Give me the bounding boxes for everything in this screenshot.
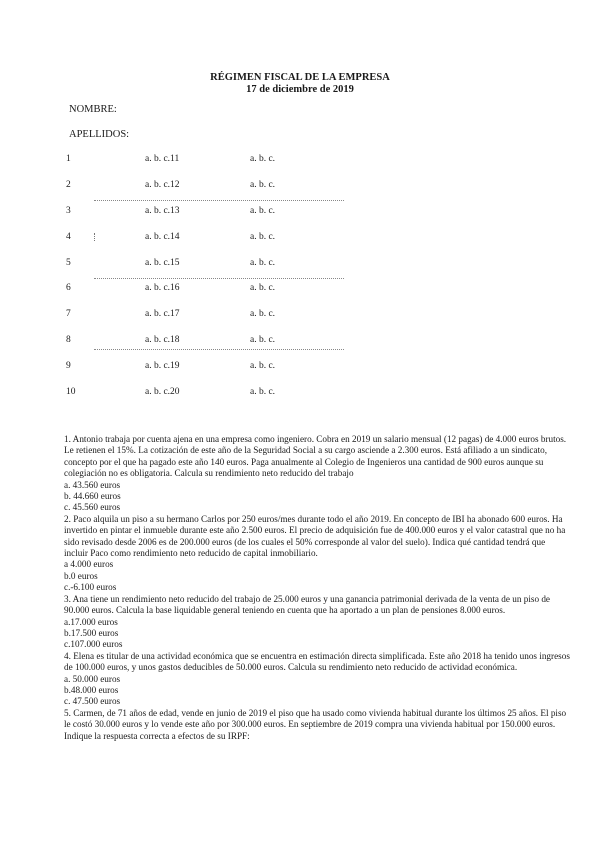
answer-options-right: a. b. c. — [250, 283, 276, 294]
answer-row-number: 9 — [66, 361, 71, 372]
dotted-separator — [94, 349, 344, 350]
answer-row — [64, 232, 564, 258]
answer-options-right: a. b. c. — [250, 387, 276, 398]
nombre-label: NOMBRE: — [69, 104, 117, 115]
answer-row — [64, 387, 564, 413]
question-text: 5. Carmen, de 71 años de edad, vende en junio de 2019 el piso que ha usado como vivienda habitual durante los últimos 25 años. El piso le costó 30.000 euros y lo vende este año por 300.000 euros. En septiembre de 2019 compra una vivienda habitual por 150.000 euros. Indique la respuesta correcta a efectos de su IRPF: — [64, 707, 567, 741]
answer-row — [64, 361, 564, 387]
answer-options-left: a. b. c.12 — [145, 179, 180, 190]
answer-row — [64, 154, 564, 180]
answer-options-right: a. b. c. — [250, 154, 276, 164]
answer-option: a 4.000 euros — [64, 559, 114, 570]
answer-row-number: 6 — [66, 283, 71, 294]
answer-options-left: a. b. c.15 — [145, 257, 180, 268]
answer-row — [64, 258, 564, 284]
dotted-separator — [94, 278, 344, 279]
answer-option: c.-6.100 euros — [64, 582, 117, 593]
answer-row-number: 3 — [66, 205, 71, 216]
answer-options-left: a. b. c.20 — [145, 387, 180, 398]
answer-options-right: a. b. c. — [250, 231, 276, 242]
answer-grid — [64, 154, 564, 413]
answer-options-right: a. b. c. — [250, 205, 276, 216]
answer-option: a. 50.000 euros — [64, 673, 121, 684]
question-item — [64, 594, 570, 651]
answer-options-right: a. b. c. — [250, 309, 276, 320]
exam-header — [0, 72, 600, 96]
dotted-separator — [94, 200, 344, 201]
question-item — [64, 708, 570, 742]
answer-option: c. 47.500 euros — [64, 696, 121, 707]
answer-options-left: a. b. c.13 — [145, 205, 180, 216]
answer-option: c. 45.560 euros — [64, 502, 121, 513]
answer-row-number: 5 — [66, 257, 71, 268]
question-text: 3. Ana tiene un rendimiento neto reducido del trabajo de 25.000 euros y una ganancia patrimonial derivada de la venta de un piso de 90.000 euros. Calcula la base liquidable general teniendo en cuenta que ha aportado a un plan de pensiones 8.000 euros. — [64, 593, 551, 616]
answer-row — [64, 283, 564, 309]
question-item — [64, 434, 570, 514]
answer-options-left: a. b. c.17 — [145, 309, 180, 320]
answer-option: b.48.000 euros — [64, 684, 119, 695]
answer-option: a. 43.560 euros — [64, 479, 121, 490]
answer-options-left: a. b. c.16 — [145, 283, 180, 294]
question-item — [64, 651, 570, 708]
apellidos-label: APELLIDOS: — [69, 129, 130, 140]
question-item — [64, 514, 570, 594]
exam-title: RÉGIMEN FISCAL DE LA EMPRESA — [210, 72, 390, 83]
answer-options-right: a. b. c. — [250, 361, 276, 372]
answer-option: b.0 euros — [64, 570, 98, 581]
answer-options-right: a. b. c. — [250, 179, 276, 190]
exam-date: 17 de diciembre de 2019 — [246, 84, 354, 95]
answer-option: a.17.000 euros — [64, 616, 118, 627]
answer-row-number: 7 — [66, 309, 71, 320]
answer-options-left: a. b. c.11 — [145, 154, 180, 164]
dotted-tick — [94, 233, 95, 241]
answer-row-number: 4 — [66, 231, 71, 242]
answer-row-number: 8 — [66, 335, 71, 346]
answer-options-left: a. b. c.18 — [145, 335, 180, 346]
questions-list — [64, 434, 570, 742]
answer-row — [64, 206, 564, 232]
answer-options-right: a. b. c. — [250, 257, 276, 268]
answer-row-number: 1 — [66, 154, 71, 164]
answer-row-number: 10 — [66, 387, 76, 398]
answer-option: b.17.500 euros — [64, 627, 119, 638]
answer-option: c.107.000 euros — [64, 639, 123, 650]
answer-options-left: a. b. c.14 — [145, 231, 180, 242]
answer-options-right: a. b. c. — [250, 335, 276, 346]
answer-option: b. 44.660 euros — [64, 491, 121, 502]
question-text: 2. Paco alquila un piso a su hermano Carlos por 250 euros/mes durante todo el año 2019. En concepto de IBI ha abonado 600 euros. Ha invertido en pintar el inmueble durante este año 2.500 euros. El precio de adquisición fue de 400.000 euros y el valor catastral que no ha sido revisado desde 2006 es de 200.000 euros (de los cuales el 50% corresponde al valor del suelo). Indica qué cantidad tendrá que incluir Paco como rendimiento neto reducido de capital inmobiliario. — [64, 513, 566, 559]
question-text: 1. Antonio trabaja por cuenta ajena en una empresa como ingeniero. Cobra en 2019 un salario mensual (12 pagas) de 4.000 euros brutos. Le retienen el 15%. La cotización de este año de la Seguridad Social a su cargo asciende a 2.300 euros. Está afiliado a un sindicato, concepto por el que ha pagado este año 140 euros. Paga anualmente al Colegio de Ingenieros una cantidad de 900 euros aunque su colegiación no es obligatoria. Calcula su rendimiento neto reducido del trabajo — [64, 434, 567, 479]
answer-row — [64, 180, 564, 206]
question-text: 4. Elena es titular de una actividad económica que se encuentra en estimación directa simplificada. Este año 2018 ha tenido unos ingresos de 100.000 euros, y unos gastos deducibles de 50.000 euros. Calcula su rendimiento neto reducido de actividad económica. — [64, 650, 570, 673]
answer-row — [64, 309, 564, 335]
answer-options-left: a. b. c.19 — [145, 361, 180, 372]
answer-row-number: 2 — [66, 179, 71, 190]
answer-row — [64, 335, 564, 361]
